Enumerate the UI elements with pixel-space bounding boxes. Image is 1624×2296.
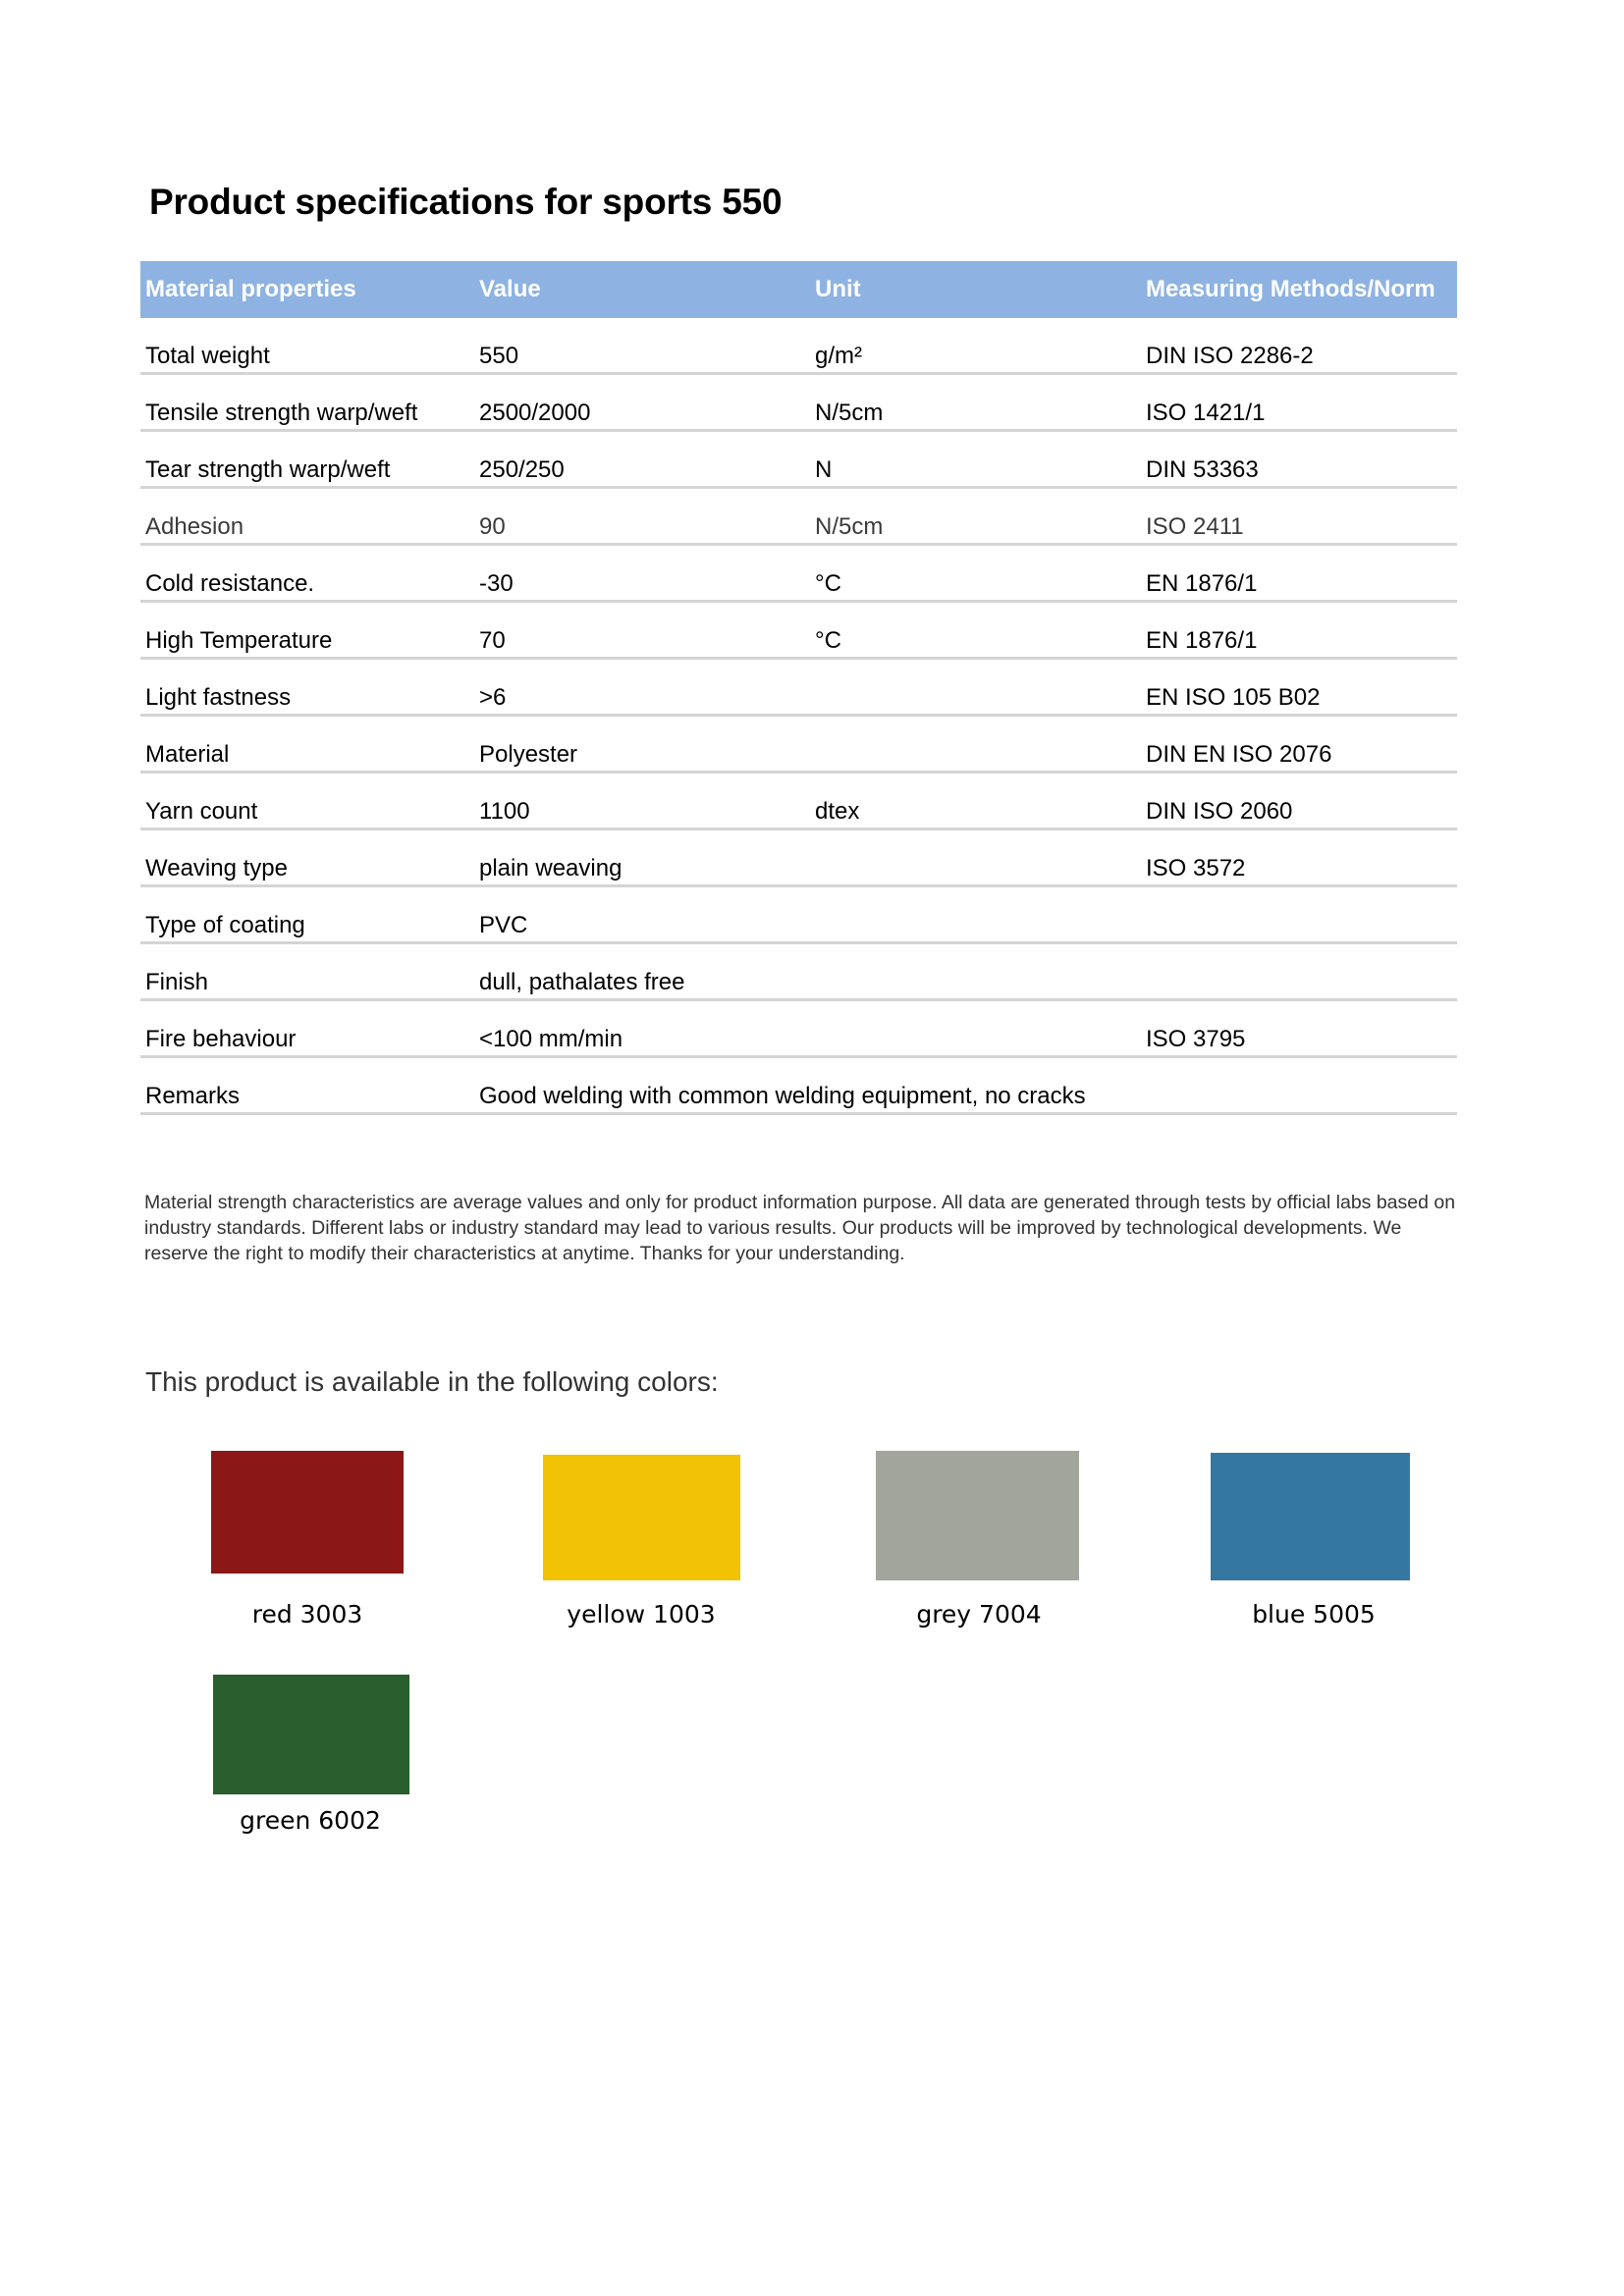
cell-unit: N [815,456,833,483]
cell-unit: dtex [815,798,860,825]
cell-property: Tensile strength warp/weft [145,400,418,426]
header-norm: Measuring Methods/Norm [1146,276,1435,302]
spec-table [140,261,1457,1115]
color-swatch [543,1455,740,1580]
header-value: Value [479,276,541,302]
cell-value: <100 mm/min [479,1026,623,1052]
cell-value: 2500/2000 [479,400,591,426]
cell-norm: EN ISO 105 B02 [1146,684,1321,711]
cell-property: Yarn count [145,798,258,825]
table-row [140,603,1457,660]
cell-value: Polyester [479,741,578,768]
cell-property: Weaving type [145,855,288,881]
cell-value: PVC [479,912,528,938]
cell-value: -30 [479,570,514,597]
cell-property: Fire behaviour [145,1026,297,1052]
cell-property: Tear strength warp/weft [145,456,391,483]
table-body [140,318,1457,1115]
color-swatch-label: green 6002 [240,1806,381,1835]
color-swatch [876,1451,1079,1580]
cell-value: Good welding with common welding equipment, no cracks [479,1083,1086,1109]
cell-property: Remarks [145,1083,241,1109]
header-material-properties: Material properties [145,276,356,302]
table-row [140,660,1457,717]
table-row [140,318,1457,375]
cell-norm: DIN EN ISO 2076 [1146,741,1332,768]
cell-unit: g/m² [815,343,862,369]
color-swatch-label: yellow 1003 [567,1600,716,1629]
cell-property: Adhesion [145,513,244,540]
cell-norm: ISO 3795 [1146,1026,1246,1052]
color-swatch [213,1675,409,1794]
color-swatch-label: red 3003 [251,1600,363,1629]
table-row [140,546,1457,603]
cell-property: Material [145,741,230,768]
cell-property: Cold resistance. [145,570,315,597]
cell-value: 550 [479,343,519,369]
cell-property: High Temperature [145,627,333,654]
cell-value: plain weaving [479,855,623,881]
cell-norm: DIN ISO 2286-2 [1146,343,1314,369]
table-row [140,717,1457,774]
cell-unit: N/5cm [815,513,884,540]
cell-norm: DIN 53363 [1146,456,1259,483]
cell-norm: ISO 3572 [1146,855,1246,881]
table-header [140,261,1457,318]
cell-unit: °C [815,570,841,597]
cell-norm: DIN ISO 2060 [1146,798,1293,825]
cell-property: Finish [145,969,209,995]
cell-value: dull, pathalates free [479,969,685,995]
color-swatch [1211,1453,1410,1580]
cell-value: 70 [479,627,506,654]
cell-property: Type of coating [145,912,305,938]
cell-norm: ISO 1421/1 [1146,400,1266,426]
disclaimer-text: Material strength characteristics are average values and only for product information purpose. All data are generated through tests by official labs based on industry standards. Different labs or industry standard may lead to various results. Our products will be improved by technological developments. We reserve the right to modify their characteristics at anytime. Thanks for your understanding. [144,1192,1456,1264]
header-unit: Unit [815,276,861,302]
cell-value: 250/250 [479,456,565,483]
table-row [140,774,1457,830]
cell-value: >6 [479,684,507,711]
table-row [140,1058,1457,1115]
cell-unit: °C [815,627,841,654]
table-row [140,1001,1457,1058]
color-swatch-label: blue 5005 [1252,1600,1376,1629]
table-row [140,830,1457,887]
cell-unit: N/5cm [815,400,884,426]
colors-heading: This product is available in the following colors: [145,1366,719,1397]
color-swatch [211,1451,404,1574]
table-row [140,489,1457,546]
table-row [140,432,1457,489]
table-row [140,944,1457,1001]
cell-property: Light fastness [145,684,292,711]
cell-property: Total weight [145,343,270,369]
cell-norm: EN 1876/1 [1146,627,1258,654]
page-title: Product specifications for sports 550 [149,182,783,222]
color-swatch-label: grey 7004 [916,1600,1042,1629]
cell-norm: ISO 2411 [1146,513,1244,540]
cell-value: 1100 [479,798,530,825]
cell-value: 90 [479,513,506,540]
cell-norm: EN 1876/1 [1146,570,1258,597]
table-row [140,375,1457,432]
table-row [140,887,1457,944]
